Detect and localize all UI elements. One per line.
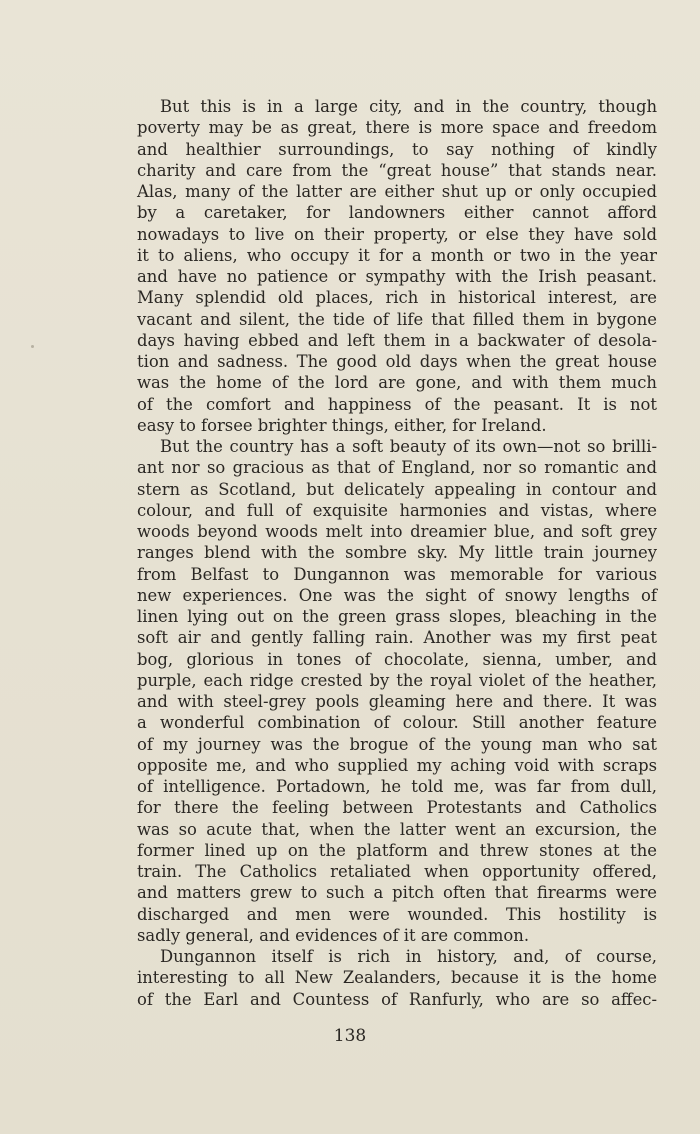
text-line: and matters grew to such a pitch often that firearms were	[137, 883, 657, 903]
text-line: poverty may be as great, there is more space and freedom	[137, 118, 657, 138]
text-line: ranges blend with the sombre sky. My little train journey	[137, 543, 657, 563]
text-line: colour, and full of exquisite harmonies and vistas, where	[137, 500, 657, 520]
text-line: ant nor so gracious as that of England, nor so romantic and	[137, 458, 657, 478]
text-line: days having ebbed and left them in a backwater of desola-	[137, 330, 657, 350]
paper-speck	[31, 345, 34, 348]
text-line: woods beyond woods melt into dreamier blue, and soft grey	[137, 522, 657, 541]
text-line: tion and sadness. The good old days when the great house	[137, 352, 657, 371]
text-line: easy to forsee brighter things, either, for Ireland.	[137, 415, 547, 435]
text-line: a wonderful combination of colour. Still another feature	[137, 713, 657, 733]
text-line: charity and care from the “great house” that stands near.	[137, 160, 657, 180]
text-line: opposite me, and who supplied my aching void with scraps	[137, 755, 657, 775]
text-line: But the country has a soft beauty of its own—not so brilli-	[160, 437, 657, 456]
text-line: new experiences. One was the sight of snowy lengths of	[137, 585, 657, 605]
text-line: and have no patience or sympathy with the Irish peasant.	[137, 267, 657, 286]
text-line: and with steel-grey pools gleaming here and there. It was	[137, 692, 657, 711]
text-line: Many splendid old places, rich in historical interest, are	[137, 288, 657, 308]
text-line: was the home of the lord are gone, and with them much	[137, 373, 657, 393]
text-line: nowadays to live on their property, or else they have sold	[137, 224, 657, 244]
text-line: by a caretaker, for landowners either cannot afford	[137, 203, 657, 223]
text-line: soft air and gently falling rain. Another was my first peat	[137, 628, 657, 648]
text-line: linen lying out on the green grass slopes, bleaching in the	[137, 607, 657, 626]
text-line: and healthier surroundings, to say nothing of kindly	[137, 139, 657, 159]
text-line: was so acute that, when the latter went an excursion, the	[137, 819, 657, 839]
text-line: vacant and silent, the tide of life that filled them in bygone	[137, 309, 657, 329]
text-line: discharged and men were wounded. This hostility is	[137, 904, 657, 924]
text-line: But this is in a large city, and in the country, though	[160, 97, 657, 116]
text-line: Alas, many of the latter are either shut up or only occupied	[137, 182, 657, 201]
body-text	[137, 96, 657, 1010]
page-number: 138	[333, 1026, 367, 1046]
text-line: purple, each ridge crested by the royal violet of the heather,	[137, 670, 657, 690]
text-line: stern as Scotland, but delicately appealing in contour and	[137, 479, 657, 499]
text-line: train. The Catholics retaliated when opportunity offered,	[137, 862, 657, 881]
text-line: of the comfort and happiness of the peasant. It is not	[137, 394, 657, 414]
text-line: of the Earl and Countess of Ranfurly, who are so affec-	[137, 989, 657, 1009]
text-line: from Belfast to Dungannon was memorable for various	[137, 564, 657, 584]
text-line: of my journey was the brogue of the young man who sat	[137, 734, 657, 754]
text-line: of intelligence. Portadown, he told me, was far from dull,	[137, 777, 657, 796]
text-line: for there the feeling between Protestants and Catholics	[137, 798, 657, 818]
text-line: former lined up on the platform and threw stones at the	[137, 840, 657, 860]
text-line: sadly general, and evidences of it are common.	[137, 925, 530, 945]
text-line: it to aliens, who occupy it for a month or two in the year	[137, 245, 657, 265]
text-line: interesting to all New Zealanders, because it is the home	[137, 968, 657, 988]
text-line: Dungannon itself is rich in history, and, of course,	[160, 947, 657, 966]
text-line: bog, glorious in tones of chocolate, sienna, umber, and	[137, 649, 657, 669]
